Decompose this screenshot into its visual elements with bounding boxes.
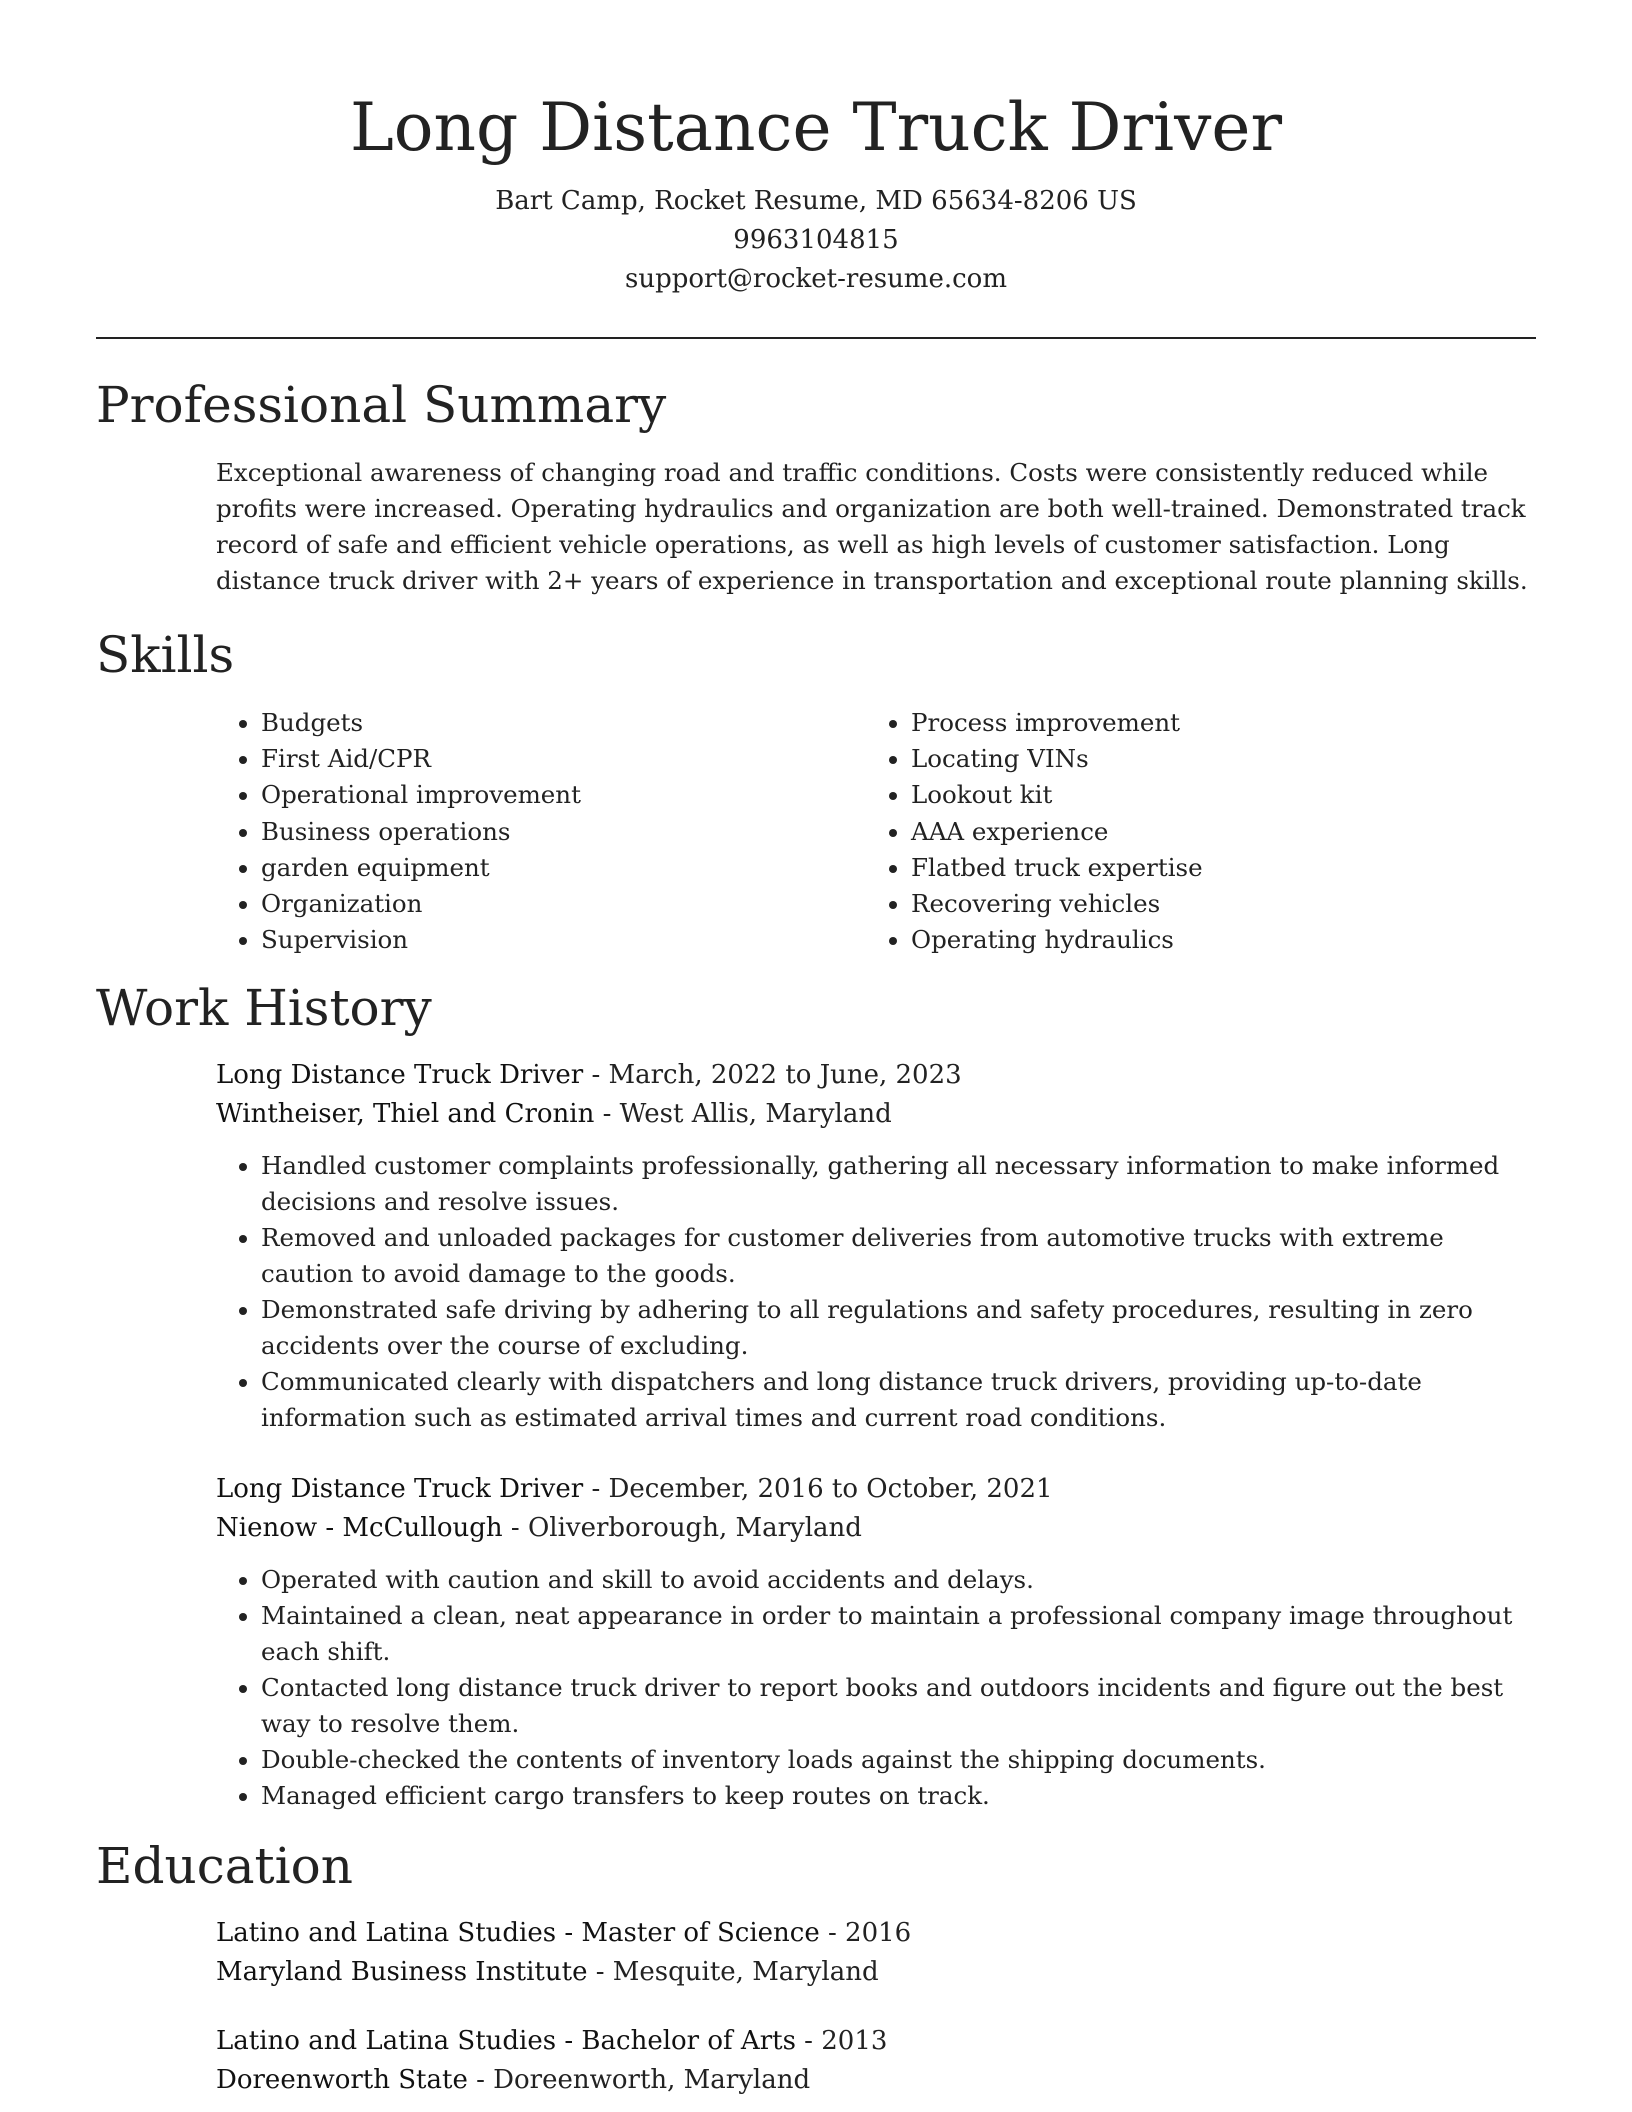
duty-item: • Contacted long distance truck driver to report books and outdoors incidents and figure out the best way to resolve them. xyxy=(261,1670,1536,1742)
skill-item: • AAA experience xyxy=(911,814,1516,850)
job-title: Long Distance Truck Driver xyxy=(216,1060,584,1091)
job-title-line xyxy=(216,1056,1536,1095)
duty-item: • Double-checked the contents of inventory loads against the shipping documents. xyxy=(261,1742,1536,1778)
job-company: Wintheiser, Thiel and Cronin xyxy=(216,1099,595,1130)
skill-item: • garden equipment xyxy=(261,850,866,886)
degree-field: Latino and Latina Studies xyxy=(216,2026,557,2057)
duty-item: • Handled customer complaints professionally, gathering all necessary information to make informed decisions and resolve issues. xyxy=(261,1148,1536,1220)
skill-item: • Budgets xyxy=(261,705,866,741)
school-location: - Doreenworth, Maryland xyxy=(467,2065,811,2096)
job-location: - West Allis, Maryland xyxy=(594,1099,892,1130)
email-text: support@rocket-resume.com xyxy=(624,264,1007,294)
job-entry xyxy=(216,1470,1536,1814)
summary-heading: Professional Summary xyxy=(96,376,667,434)
skill-item: • First Aid/CPR xyxy=(261,741,866,777)
candidate-title: Long Distance Truck Driver xyxy=(349,89,1283,166)
work-history-heading: Work History xyxy=(96,979,432,1038)
job-dates: - December, 2016 to October, 2021 xyxy=(583,1474,1053,1505)
skill-item: • Recovering vehicles xyxy=(911,886,1516,922)
skill-item: • Locating VINs xyxy=(911,741,1516,777)
duty-item: • Removed and unloaded packages for customer deliveries from automotive trucks with extreme caution to avoid damage to the goods. xyxy=(261,1220,1536,1292)
degree-line xyxy=(216,1914,1536,1953)
skill-item: • Process improvement xyxy=(911,705,1516,741)
skills-column-left xyxy=(216,705,866,958)
degree-name: - Bachelor of Arts xyxy=(556,2026,796,2057)
skill-item: • Organization xyxy=(261,886,866,922)
resume-page xyxy=(96,0,1536,2100)
degree-year: - 2016 xyxy=(819,1918,912,1949)
school-name: Maryland Business Institute xyxy=(216,1957,588,1988)
duty-item: • Demonstrated safe driving by adhering to all regulations and safety procedures, resulting in zero accidents over the course of excluding. xyxy=(261,1292,1536,1364)
duty-item: • Maintained a clean, neat appearance in order to maintain a professional company image throughout each shift. xyxy=(261,1598,1536,1670)
school-line xyxy=(216,1953,1536,1992)
degree-year: - 2013 xyxy=(795,2026,888,2057)
skill-item: • Operational improvement xyxy=(261,777,866,813)
education-entry xyxy=(216,2022,1536,2100)
job-duties xyxy=(216,1562,1536,1814)
skills-list xyxy=(216,705,1536,958)
duty-item: • Communicated clearly with dispatchers and long distance truck drivers, providing up-to-date information such as estimated arrival times and current road conditions. xyxy=(261,1364,1536,1436)
job-location: - Oliverborough, Maryland xyxy=(502,1513,862,1544)
job-company: Nienow - McCullough xyxy=(216,1513,503,1544)
job-entry xyxy=(216,1056,1536,1436)
address-text: Bart Camp, Rocket Resume, MD 65634-8206 US xyxy=(495,186,1137,216)
job-duties xyxy=(216,1148,1536,1436)
skill-item: • Flatbed truck expertise xyxy=(911,850,1516,886)
school-location: - Mesquite, Maryland xyxy=(587,1957,879,1988)
job-dates: - March, 2022 to June, 2023 xyxy=(583,1060,962,1091)
skill-item: • Lookout kit xyxy=(911,777,1516,813)
degree-field: Latino and Latina Studies xyxy=(216,1918,557,1949)
job-company-line xyxy=(216,1095,1536,1134)
degree-line xyxy=(216,2022,1536,2061)
resume-header xyxy=(96,0,1536,299)
degree-name: - Master of Science xyxy=(556,1918,820,1949)
school-name: Doreenworth State xyxy=(216,2065,468,2096)
school-line xyxy=(216,2061,1536,2100)
contact-block xyxy=(96,182,1536,299)
duty-item: • Operated with caution and skill to avoid accidents and delays. xyxy=(261,1562,1536,1598)
job-title: Long Distance Truck Driver xyxy=(216,1474,584,1505)
phone-text: 9963104815 xyxy=(733,225,899,255)
skill-item: • Business operations xyxy=(261,814,866,850)
duty-item: • Managed efficient cargo transfers to keep routes on track. xyxy=(261,1778,1536,1814)
header-divider xyxy=(96,337,1536,339)
education-entry xyxy=(216,1914,1536,1992)
skills-heading: Skills xyxy=(96,626,235,684)
skill-item: • Operating hydraulics xyxy=(911,922,1516,958)
job-company-line xyxy=(216,1509,1536,1548)
skills-column-right xyxy=(866,705,1516,958)
job-title-line xyxy=(216,1470,1536,1509)
summary-text: Exceptional awareness of changing road and traffic conditions. Costs were consistently reduced while profits were increased. Operating hydraulics and organization are both well-trained. Demonstrated track record of safe and efficient vehicle operations, as well as high levels of customer satisfaction. Long distance truck driver with 2+ years of experience in transportation and exceptional route planning skills. xyxy=(216,458,1528,595)
education-heading: Education xyxy=(96,1837,353,1896)
skill-item: • Supervision xyxy=(261,922,866,958)
